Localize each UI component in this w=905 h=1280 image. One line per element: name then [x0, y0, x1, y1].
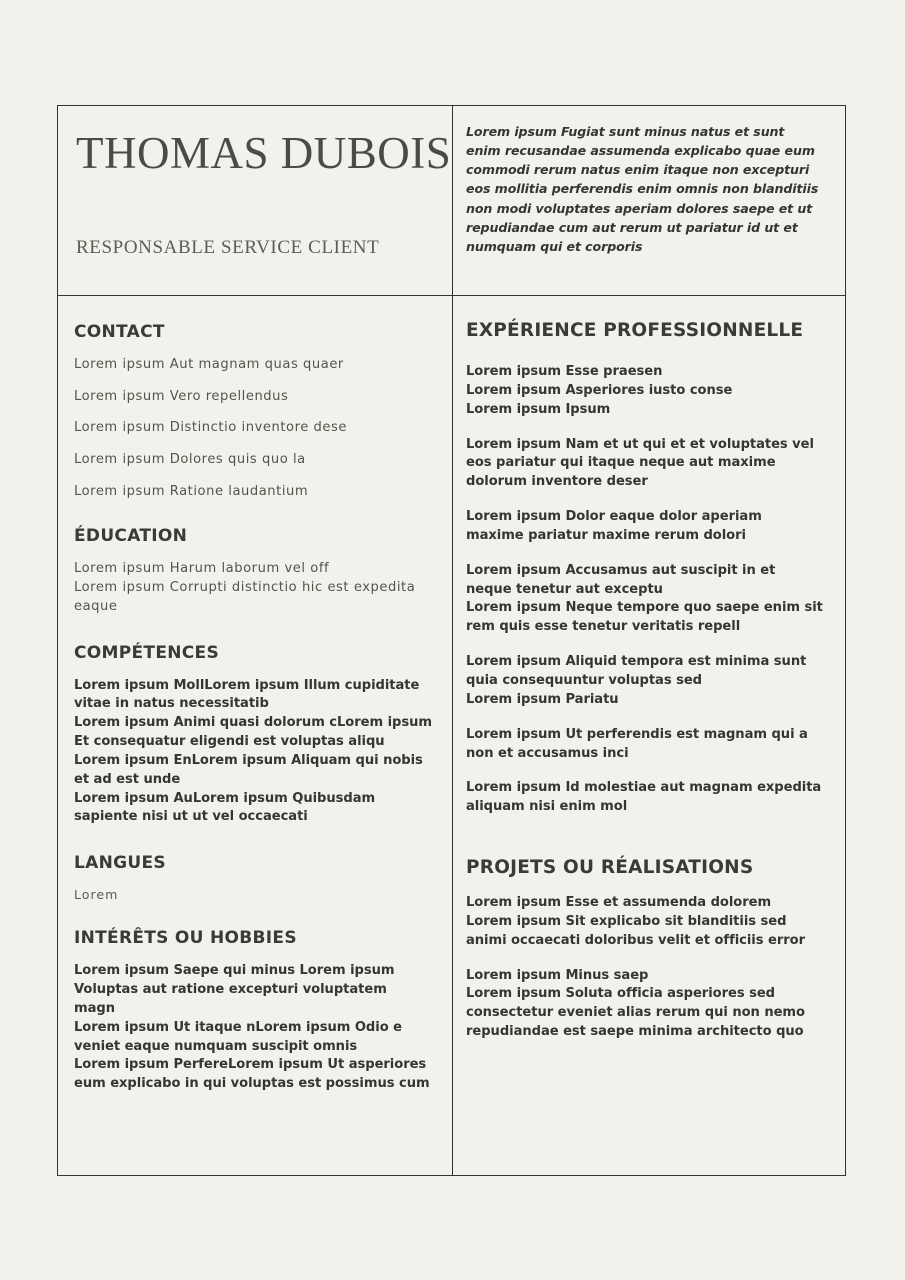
entry-line: Lorem ipsum Minus saep — [466, 967, 649, 983]
entry-line: Lorem ipsum Esse et assumenda dolorem — [466, 895, 772, 911]
experience-entry — [466, 779, 823, 817]
list-item: Lorem ipsum PerfereLorem ipsum Ut asperiores eum explicabo in qui voluptas est possimus cum — [74, 1057, 430, 1092]
interests-list — [74, 962, 432, 1094]
entry-line: Lorem ipsum Nam et ut qui et et voluptates vel eos pariatur qui itaque neque aut maxime dolorum inventore deser — [466, 436, 814, 490]
list-item: Lorem ipsum Saepe qui minus Lorem ipsum Voluptas aut ratione excepturi voluptatem magn — [74, 963, 395, 1016]
section-title-education: ÉDUCATION — [74, 526, 188, 547]
list-item: Lorem ipsum Harum laborum vel off — [74, 561, 330, 577]
contact-list — [74, 356, 432, 500]
section-title-projects: PROJETS OU RÉALISATIONS — [466, 857, 754, 879]
section-contact — [74, 322, 432, 500]
cv-header — [58, 106, 845, 296]
list-item: Lorem ipsum Corrupti distinctio hic est expedita eaque — [74, 580, 416, 614]
entry-line: Lorem ipsum Sit explicabo sit blanditiis sed animi occaecati doloribus velit et officiis error — [466, 913, 805, 948]
candidate-role: RESPONSABLE SERVICE CLIENT — [76, 237, 380, 258]
entry-line: Lorem ipsum Neque tempore quo saepe enim sit rem quis esse tenetur veritatis repell — [466, 600, 823, 635]
section-title-experience: EXPÉRIENCE PROFESSIONNELLE — [466, 320, 804, 341]
experience-entry — [466, 726, 823, 764]
entry-line: Lorem ipsum Accusamus aut suscipit in et neque tenetur aut exceptu — [466, 562, 776, 597]
experience-entry — [466, 508, 823, 546]
cv-card — [57, 105, 846, 1176]
entry-line: Lorem ipsum Dolor eaque dolor aperiam maxime pariatur maxime rerum dolori — [466, 509, 762, 543]
profile-summary: Lorem ipsum Fugiat sunt minus natus et sunt enim recusandae assumenda explicabo quae eum commodi rerum natus enim itaque non excepturi eos mollitia perferendis enim omnis non blanditiis non modi voluptates aperiam dolores saepe et ut repudiandae cum aut rerum ut pariatur id ut et numquam qui et corporis — [466, 124, 819, 254]
section-projects — [466, 857, 823, 1042]
experience-entry — [466, 363, 823, 420]
section-title-interests: INTÉRÊTS OU HOBBIES — [74, 928, 297, 949]
experience-entry — [466, 653, 823, 710]
section-interests — [74, 928, 432, 1094]
list-item: Lorem ipsum Ratione laudantium — [74, 483, 309, 499]
list-item: Lorem ipsum AuLorem ipsum Quibusdam sapiente nisi ut ut vel occaecati — [74, 790, 376, 825]
list-item: Lorem ipsum EnLorem ipsum Aliquam qui nobis et ad est unde — [74, 752, 423, 787]
entry-line: Lorem ipsum Esse praesen — [466, 364, 663, 379]
list-item: Lorem ipsum Aut magnam quas quaer — [74, 357, 344, 372]
project-entry — [466, 894, 823, 951]
left-column — [58, 296, 453, 1175]
entry-line: Lorem ipsum Ut perferendis est magnam qui a non et accusamus inci — [466, 726, 808, 761]
cv-body — [58, 296, 845, 1175]
entry-line: Lorem ipsum Pariatu — [466, 691, 619, 707]
section-education — [74, 526, 432, 616]
section-languages — [74, 853, 432, 902]
section-skills — [74, 643, 432, 828]
education-list — [74, 560, 432, 616]
skills-list — [74, 677, 432, 828]
experience-entry — [466, 562, 823, 637]
section-title-skills: COMPÉTENCES — [74, 642, 219, 663]
section-title-contact: CONTACT — [74, 322, 165, 342]
right-column — [453, 296, 845, 1175]
header-summary-panel — [453, 106, 845, 295]
list-item: Lorem ipsum Distinctio inventore dese — [74, 420, 347, 436]
list-item: Lorem ipsum Dolores quis quo la — [74, 452, 306, 468]
candidate-name: THOMAS DUBOIS — [76, 128, 452, 178]
languages-list: Lorem — [74, 887, 119, 903]
list-item: Lorem ipsum MollLorem ipsum Illum cupiditate vitae in natus necessitatib — [74, 677, 420, 712]
list-item: Lorem ipsum Ut itaque nLorem ipsum Odio e veniet eaque numquam suscipit omnis — [74, 1019, 402, 1054]
list-item: Lorem ipsum Vero repellendus — [74, 388, 289, 404]
entry-line: Lorem ipsum Asperiores iusto conse — [466, 382, 733, 398]
section-title-languages: LANGUES — [74, 853, 166, 874]
entry-line: Lorem ipsum Ipsum — [466, 401, 611, 417]
entry-line: Lorem ipsum Soluta officia asperiores sed consectetur eveniet alias rerum qui non nemo repudiandae est saepe minima architecto quo — [466, 986, 805, 1040]
project-entry — [466, 967, 823, 1042]
entry-line: Lorem ipsum Aliquid tempora est minima sunt quia consequuntur voluptas sed — [466, 654, 807, 688]
list-item: Lorem ipsum Animi quasi dolorum cLorem ipsum Et consequatur eligendi est voluptas aliqu — [74, 715, 432, 750]
header-identity — [58, 106, 453, 295]
entry-line: Lorem ipsum Id molestiae aut magnam expedita aliquam nisi enim mol — [466, 780, 822, 815]
section-experience — [466, 320, 823, 817]
experience-entry — [466, 436, 823, 493]
